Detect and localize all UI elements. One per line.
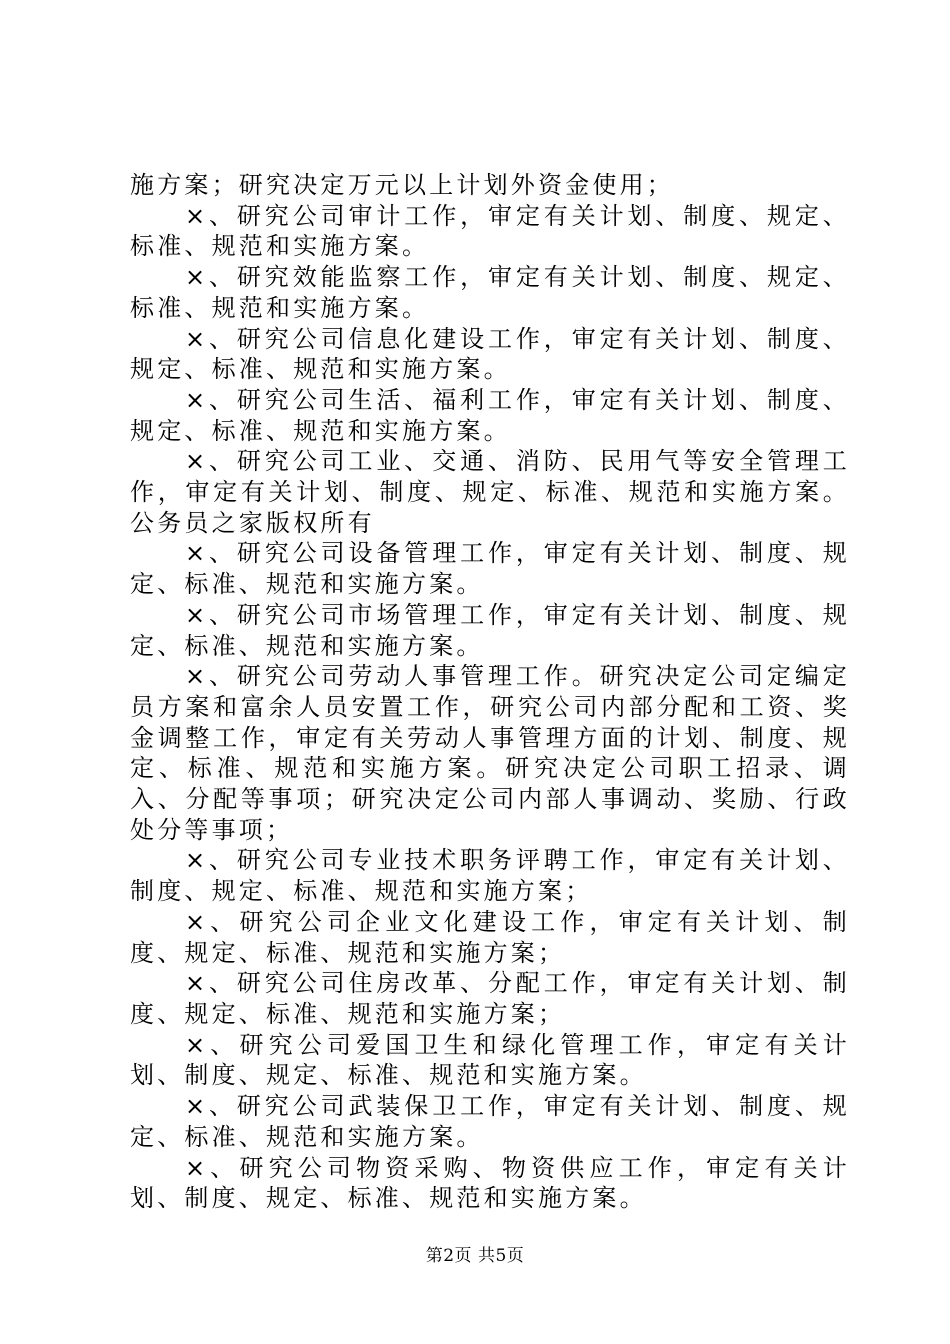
paragraph-professional-titles: ×、研究公司专业技术职务评聘工作，审定有关计划、制度、规定、标准、规范和实施方案； <box>130 846 850 906</box>
paragraph-safety-management: ×、研究公司工业、交通、消防、民用气等安全管理工作，审定有关计划、制度、规定、标准、规范和实施方案。公务员之家版权所有 <box>130 447 850 537</box>
paragraph-continuation: 施方案；研究决定万元以上计划外资金使用； <box>130 171 674 199</box>
paragraph-informatization: ×、研究公司信息化建设工作，审定有关计划、制度、规定、标准、规范和实施方案。 <box>130 324 850 384</box>
paragraph-sanitation-greening: ×、研究公司爱国卫生和绿化管理工作，审定有关计划、制度、规定、标准、规范和实施方案。 <box>130 1030 850 1090</box>
paragraph-market-management: ×、研究公司市场管理工作，审定有关计划、制度、规定、标准、规范和实施方案。 <box>130 600 850 660</box>
paragraph-housing-reform: ×、研究公司住房改革、分配工作，审定有关计划、制度、规定、标准、规范和实施方案； <box>130 969 850 1028</box>
paragraph-audit: ×、研究公司审计工作，审定有关计划、制度、规定、标准、规范和实施方案。 <box>130 201 850 261</box>
paragraph-security: ×、研究公司武装保卫工作，审定有关计划、制度、规定、标准、规范和实施方案。 <box>130 1092 850 1151</box>
document-body <box>130 170 850 1214</box>
paragraph-welfare: ×、研究公司生活、福利工作，审定有关计划、制度、规定、标准、规范和实施方案。 <box>130 385 850 445</box>
paragraph-efficiency-supervision: ×、研究效能监察工作，审定有关计划、制度、规定、标准、规范和实施方案。 <box>130 263 850 322</box>
page-number-footer: 第2页 共5页 <box>425 1246 525 1266</box>
paragraph-corporate-culture: ×、研究公司企业文化建设工作，审定有关计划、制度、规定、标准、规范和实施方案； <box>130 907 850 967</box>
paragraph-equipment-management: ×、研究公司设备管理工作，审定有关计划、制度、规定、标准、规范和实施方案。 <box>130 539 850 599</box>
paragraph-procurement: ×、研究公司物资采购、物资供应工作，审定有关计划、制度、规定、标准、规范和实施方案。 <box>130 1153 850 1213</box>
paragraph-personnel-management: ×、研究公司劳动人事管理工作。研究决定公司定编定员方案和富余人员安置工作，研究公司内部分配和工资、奖金调整工作，审定有关劳动人事管理方面的计划、制度、规定、标准、规范和实施方案。研究决定公司职工招录、调入、分配等事项；研究决定公司内部人事调动、奖励、行政处分等事项； <box>130 662 850 844</box>
